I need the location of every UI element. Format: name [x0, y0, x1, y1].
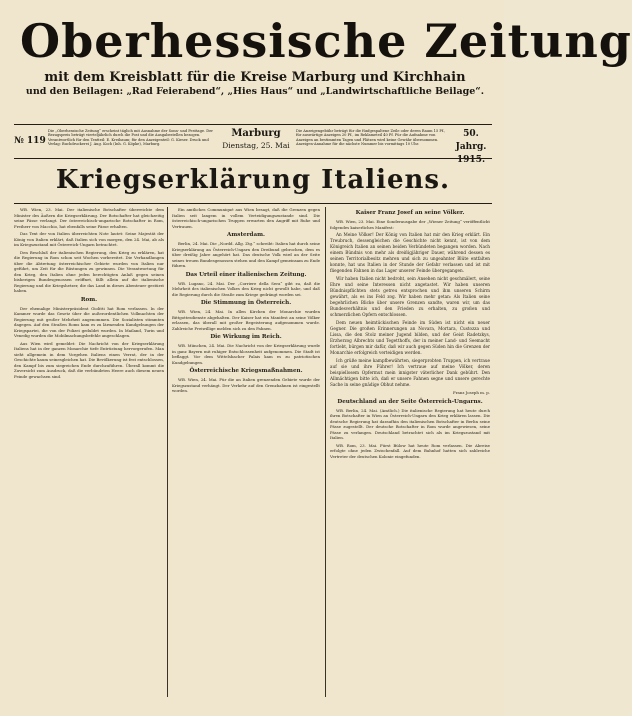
main-headline: Kriegserklärung Italiens.	[55, 165, 451, 195]
article-paragraph: Den Beschluß der italienischen Regierung, den Krieg zu erklären, hat die Regierung in Rom schon seit Wochen vorbereitet. Die Verhandlungen über die Abtretung österreichischer Gebiete wurden von Italien nur geführt, um Zeit für die Rüstungen zu gewinnen. Die Verantwortung für den Krieg, den Italien ohne jeden berechtigten Anlaß gegen seinen bisherigen Bundesgenossen eröffnet, fällt allein auf die italienische Regierung und die Kriegshetzer, die das Land in dieses Abenteuer gestürzt haben.	[14, 249, 164, 293]
article-paragraph: WB. München, 24. Mai. Die Nachricht von der Kriegserklärung wurde in ganz Bayern mit ruhiger Entschlossenheit aufgenommen. Die Stadt ist beflaggt. Vor dem Wittelsbacher Palais kam es zu patriotischen Kundgebungen.	[172, 343, 320, 365]
advertising-info: Die Anzeigengebühr beträgt für die fünfgespaltene Zeile oder deren Raum 15 Pf., für auswärtige Anzeigen 20 Pf., im Reklameteil 40 Pf. Für die Aufnahme von Anzeigen an bestimmten Tagen und Plätzen wird keine Gewähr übernommen. Anzeigen-Annahme für die nächste Nummer bis vormittags 10 Uhr.	[296, 129, 446, 147]
section-heading: Rom.	[80, 296, 98, 303]
article-paragraph: WB. Lugano, 24. Mai. Der „Corriere della Sera“ gibt zu, daß die Mehrheit des italienischen Volkes den Krieg nicht gewollt habe, und daß die Regierung durch die Straße zum Kriege gedrängt worden sei.	[172, 280, 320, 297]
volume-label: 50. Jahrg.	[455, 129, 487, 152]
column-divider	[167, 207, 168, 697]
section-heading: Kaiser Franz Josef an seine Völker.	[355, 210, 465, 216]
article-paragraph: Aus Wien wird gemeldet: Die Nachricht von der Kriegserklärung Italiens hat in der ganzen Monarchie tiefe Entrüstung hervorgerufen. Man sieht allgemein in dem Vorgehen Italiens einen Verrat, der in der Geschichte kaum seinesgleichen hat. Die Bevölkerung ist fest entschlossen, den Kampf bis zum siegreichen Ende durchzuführen. Überall kommt die Zuversicht zum Ausdruck, daß die verbündeten Heere auch diesem neuen Feinde gewachsen sind.	[14, 340, 164, 379]
article-paragraph: WB. Wien, 23. Mai. Der italienische Botschafter überreichte dem Minister des Äußern die Kriegserklärung. Der Botschafter hat gleichzeitig seine Pässe verlangt. Der österreichisch-ungarische Botschafter in Rom, Freiherr von Macchio, hat ebenfalls seine Pässe erhalten.	[14, 207, 164, 229]
manifesto-paragraph: Ich grüße meine kampfbewährten, siegerprobten Truppen, ich vertraue auf sie und ihre Führer! Ich vertraue auf meine Völker, deren beispiellosem Opfermut mein innigster väterlicher Dank gebührt. Den Allmächtigen bitte ich, daß er unsere Fahnen segne und unsere gerechte Sache in seine gnädige Obhut nehme.	[330, 358, 490, 387]
manifesto-paragraph: An Meine Völker! Der König von Italien hat mir den Krieg erklärt. Ein Treubruch, dessengleichen die Geschichte nicht kennt, ist von dem Königreich Italien an seinen beiden Verbündeten begangen worden. Nach einem Bündnis von mehr als dreißigjähriger Dauer, während dessen es seinen Territorialbesitz mehren und sich zu ungeahnter Blüte entfalten konnte, hat uns Italien in der Stunde der Gefahr verlassen und ist mit fliegenden Fahnen in das Lager unserer Feinde übergegangen.	[330, 232, 490, 273]
column-1	[14, 207, 164, 697]
masthead-title: Oberhessische Zeitung	[20, 14, 632, 68]
article-paragraph: WB. Wien, 24. Mai. In allen Kirchen der Monarchie wurden Bittgottesdienste abgehalten. Der Kaiser hat ein Manifest an seine Völker erlassen, das überall mit großer Begeisterung aufgenommen wurde. Zahlreiche Freiwillige melden sich zu den Fahnen.	[172, 309, 320, 331]
issue-city: Marburg	[231, 128, 281, 139]
issue-info-bar	[14, 128, 492, 165]
issue-date: Dienstag, 25. Mai	[222, 141, 290, 150]
section-heading: Amsterdam.	[227, 232, 265, 238]
column-divider	[325, 207, 326, 697]
dateline	[220, 128, 292, 152]
masthead-tagline: mit dem Kreisblatt für die Kreise Marburg und Kirchhain	[44, 70, 466, 85]
top-rule	[14, 124, 492, 125]
info-rule	[14, 158, 492, 159]
column-3	[330, 207, 490, 697]
signature-line: Franz Joseph m. p.	[453, 390, 490, 395]
article-paragraph: Ein amtliches Communiqué aus Wien besagt, daß die Grenzen gegen Italien seit langem in vollem Verteidigungszustande sind. Die österreichisch-ungarischen Truppen erwarten den Angriff mit Ruhe und Vertrauen.	[172, 207, 320, 229]
article-paragraph: Das Text der von Italien überreichten Note lautet: Seine Majestät der König von Italien erklärt, daß Italien sich von morgen, den 24. Mai, ab als im Kriegszustand mit Österreich-Ungarn betrachtet.	[14, 231, 164, 247]
manifesto-paragraph: Dem neuen heimtückischen Feinde im Süden ist nicht ein neuer Gegner. Die großen Erinnerungen an Novara, Mortara, Custozza und Lissa, die den Stolz meiner Jugend bilden, und der Geist Radetzkys, Erzherzog Albrechts und Tegetthoffs, der in meiner Land- und Seemacht fortlebt, bürgen mir dafür, daß wir auch gegen Süden hin die Grenzen der Monarchie erfolgreich verteidigen werden.	[330, 320, 490, 355]
section-heading: Das Urteil einer italienischen Zeitung.	[185, 271, 307, 278]
year-label: 1915.	[456, 155, 486, 165]
manifesto-paragraph: Wir haben Italien nicht bedroht, sein Ansehen nicht geschmälert, seine Ehre und seine Interessen nicht angetastet. Wir haben unseren Bündnispflichten stets getreu entsprochen und ihm unseren Schirm gewährt, als es ins Feld zog. Wir haben mehr getan: Als Italien seine begehrlichen Blicke über unsere Grenzen sandte, waren wir, um das Bundesverhältnis und den Frieden zu erhalten, zu großen und schmerzlichen Opfern entschlossen.	[330, 276, 490, 317]
column-2	[172, 207, 320, 697]
article-paragraph: Der ehemalige Ministerpräsident Giolitti hat Rom verlassen. In der Kammer wurde das Gesetz über die außerordentlichen Vollmachten der Regierung mit großer Mehrheit angenommen. Die Sozialisten stimmten dagegen. Auf den Straßen Roms kam es zu lärmenden Kundgebungen der Kriegspartei, die von der Polizei geduldet wurden. In Mailand, Turin und Venedig wurden die Mobilmachungsbefehle angeschlagen.	[14, 305, 164, 338]
article-paragraph: Berlin, 24. Mai. Die „Nordd. Allg. Ztg.“ schreibt: Italien hat durch seine Kriegserklärung an Österreich-Ungarn den Dreibund gebrochen, dem es über dreißig Jahre angehört hat. Das deutsche Volk wird an der Seite seines treuen Bundesgenossen stehen und den Kampf gemeinsam zu Ende führen.	[172, 241, 320, 268]
article-paragraph: WB. Wien, 23. Mai. Eine Sonderausgabe der „Wiener Zeitung“ veröffentlicht folgendes kaiserliches Manifest:	[330, 219, 490, 230]
article-paragraph: WB. Berlin, 24. Mai. (Amtlich.) Die italienische Regierung hat heute durch ihren Botschafter in Wien an Österreich-Ungarn den Krieg erklären lassen. Die deutsche Regierung hat daraufhin den italienischen Botschafter in Berlin seine Pässe zugestellt. Der deutsche Botschafter in Rom wurde angewiesen, seine Pässe zu verlangen. Deutschland betrachtet sich als im Kriegszustand mit Italien.	[330, 407, 490, 440]
masthead-supplements: und den Beilagen: „Rad Feierabend“, „Hies Haus“ und „Landwirtschaftliche Beilage“.	[25, 86, 485, 97]
section-heading: Die Wirkung im Reich.	[210, 334, 282, 340]
headline-rule	[14, 203, 492, 204]
article-paragraph: WB. Wien, 24. Mai. Für die an Italien grenzenden Gebiete wurde der Kriegszustand verhängt. Der Verkehr auf den Grenzbahnen ist eingestellt worden.	[172, 377, 320, 393]
section-heading: Deutschland an der Seite Österreich-Ungarns.	[337, 398, 483, 405]
section-heading: Österreichische Kriegsmaßnahmen.	[189, 368, 303, 374]
issue-number: № 119	[14, 136, 46, 146]
article-paragraph: WB. Rom, 23. Mai. Fürst Bülow hat heute Rom verlassen. Die Abreise erfolgte ohne jeden Zwischenfall. Auf dem Bahnhof hatten sich zahlreiche Vertreter der deutschen Kolonie eingefunden.	[330, 442, 490, 459]
section-heading: Die Stimmung in Österreich.	[200, 300, 292, 306]
subscription-info: Die „Oberhessische Zeitung“ erscheint täglich mit Ausnahme der Sonn- und Festtage. Der Bezugspreis beträgt vierteljährlich durch die Post und die Ausgabestellen bezogen. Verantwortlich für den Textteil: E. Kreibaum; für den Anzeigenteil: G. Kieser. Druck und Verlag: Buchdruckerei J. Aug. Koch (Inh. G. Köpke), Marburg.	[48, 129, 214, 147]
